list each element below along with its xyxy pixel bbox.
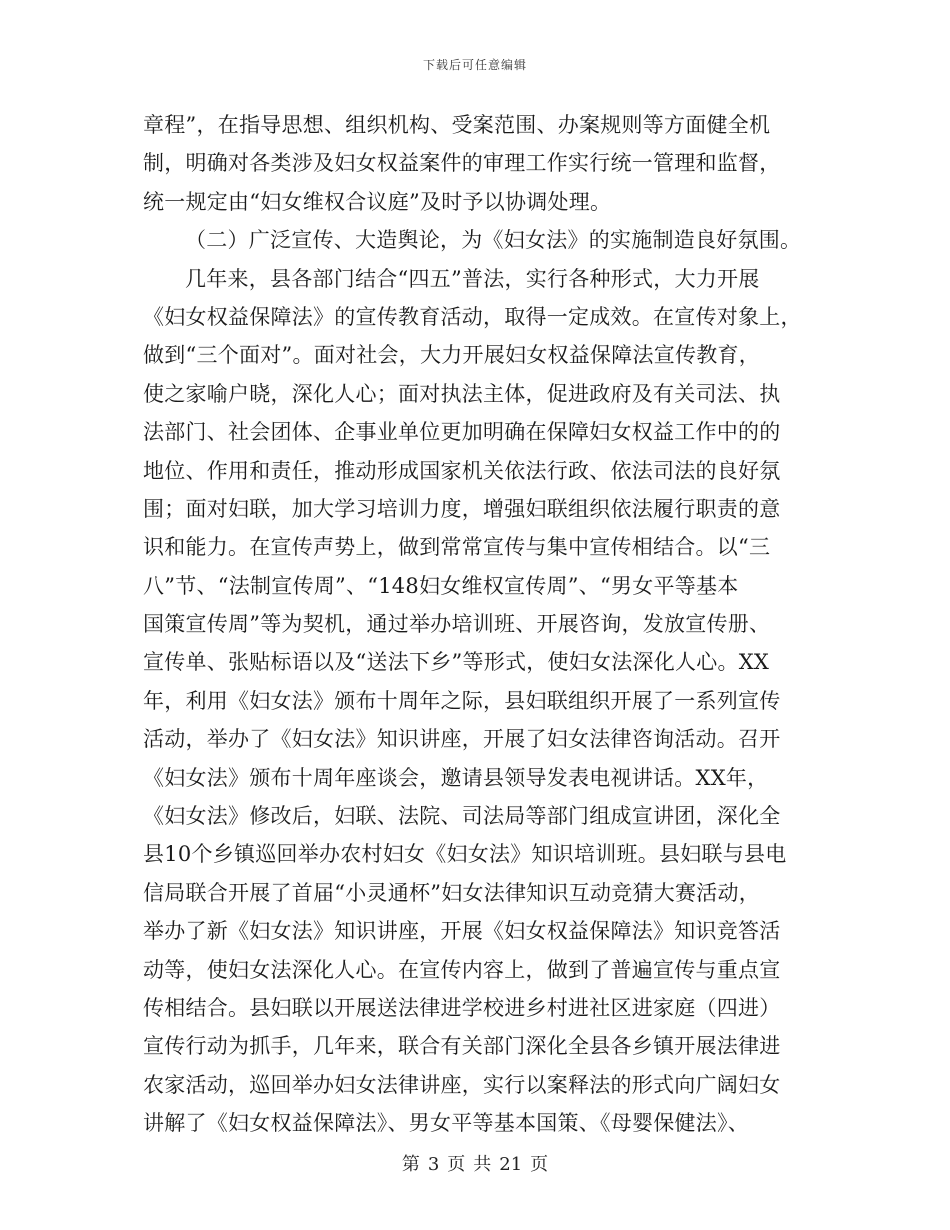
body-line: 做到“三个面对”。面对社会，大力开展妇女权益保障法宣传教育， — [143, 343, 760, 368]
body-line: 农家活动，巡回举办妇女法律讲座，实行以案释法的形式向广阔妇女 — [143, 1072, 781, 1097]
body-line: 地位、作用和责任，推动形成国家机关依法行政、依法司法的良好氛 — [143, 458, 781, 483]
body-line: 信局联合开展了首届“小灵通杯”妇女法律知识互动竞猜大赛活动， — [143, 880, 760, 905]
page-footer — [0, 1150, 950, 1176]
body-line: 宣传单、张贴标语以及“送法下乡”等形式，使妇女法深化人心。XX — [143, 650, 770, 675]
body-line: 《妇女法》颁布十周年座谈会，邀请县领导发表电视讲话。XX年， — [143, 765, 769, 790]
paragraph-start-line: 几年来，县各部门结合“四五”普法，实行各种形式，大力开展 — [185, 266, 760, 291]
body-line: 宣传行动为抓手，几年来，联合有关部门深化全县各乡镇开展法律进 — [143, 1034, 781, 1059]
section-heading: （二）广泛宣传、大造舆论，为《妇女法》的实施制造良好氛围。 — [185, 228, 802, 253]
body-line: 制，明确对各类涉及妇女权益案件的审理工作实行统一管理和监督， — [143, 151, 781, 176]
total-prefix: 共 — [473, 1154, 492, 1175]
body-line: 《妇女法》修改后，妇联、法院、司法局等部门组成宣讲团，深化全 — [143, 804, 781, 829]
document-body — [143, 106, 811, 1143]
total-pages: 21 — [499, 1154, 523, 1175]
page-prefix: 第 — [401, 1154, 420, 1175]
body-line: 传相结合。县妇联以开展送法律进学校进乡村进社区进家庭（四进） — [143, 995, 781, 1020]
body-line: 使之家喻户晓，深化人心；面对执法主体，促进政府及有关司法、执 — [143, 381, 781, 406]
page-label: 页 — [447, 1154, 466, 1175]
page-number: 3 — [427, 1154, 440, 1175]
body-line: 识和能力。在宣传声势上，做到常常宣传与集中宣传相结合。以“三 — [143, 535, 771, 560]
total-label: 页 — [530, 1154, 549, 1175]
body-line: 《妇女权益保障法》的宣传教育活动，取得一定成效。在宣传对象上， — [143, 304, 802, 329]
body-line: 举办了新《妇女法》知识讲座，开展《妇女权益保障法》知识竞答活 — [143, 919, 781, 944]
body-line: 动等，使妇女法深化人心。在宣传内容上，做到了普遍宣传与重点宣 — [143, 957, 781, 982]
body-line: 国策宣传周”等为契机，通过举办培训班、开展咨询，发放宣传册、 — [143, 612, 771, 637]
body-line: 统一规定由“妇女维权合议庭”及时予以协调处理。 — [143, 189, 612, 214]
body-line: 县10个乡镇巡回举办农村妇女《妇女法》知识培训班。县妇联与县电 — [143, 842, 787, 867]
body-line: 围；面对妇联，加大学习培训力度，增强妇联组织依法履行职责的意 — [143, 496, 781, 521]
body-line: 讲解了《妇女权益保障法》、男女平等基本国策、《母婴保健法》、 — [143, 1111, 749, 1136]
body-line: 法部门、社会团体、企事业单位更加明确在保障妇女权益工作中的的 — [143, 420, 781, 445]
page-header-note: 下载后可任意编辑 — [422, 58, 527, 72]
body-line: 活动，举办了《妇女法》知识讲座，开展了妇女法律咨询活动。召开 — [143, 727, 781, 752]
body-line: 年，利用《妇女法》颁布十周年之际，县妇联组织开展了一系列宣传 — [143, 688, 781, 713]
body-line: 八”节、“法制宣传周”、“148妇女维权宣传周”、“男女平等基本 — [143, 573, 739, 598]
body-line: 章程”，在指导思想、组织机构、受案范围、办案规则等方面健全机 — [143, 113, 771, 137]
